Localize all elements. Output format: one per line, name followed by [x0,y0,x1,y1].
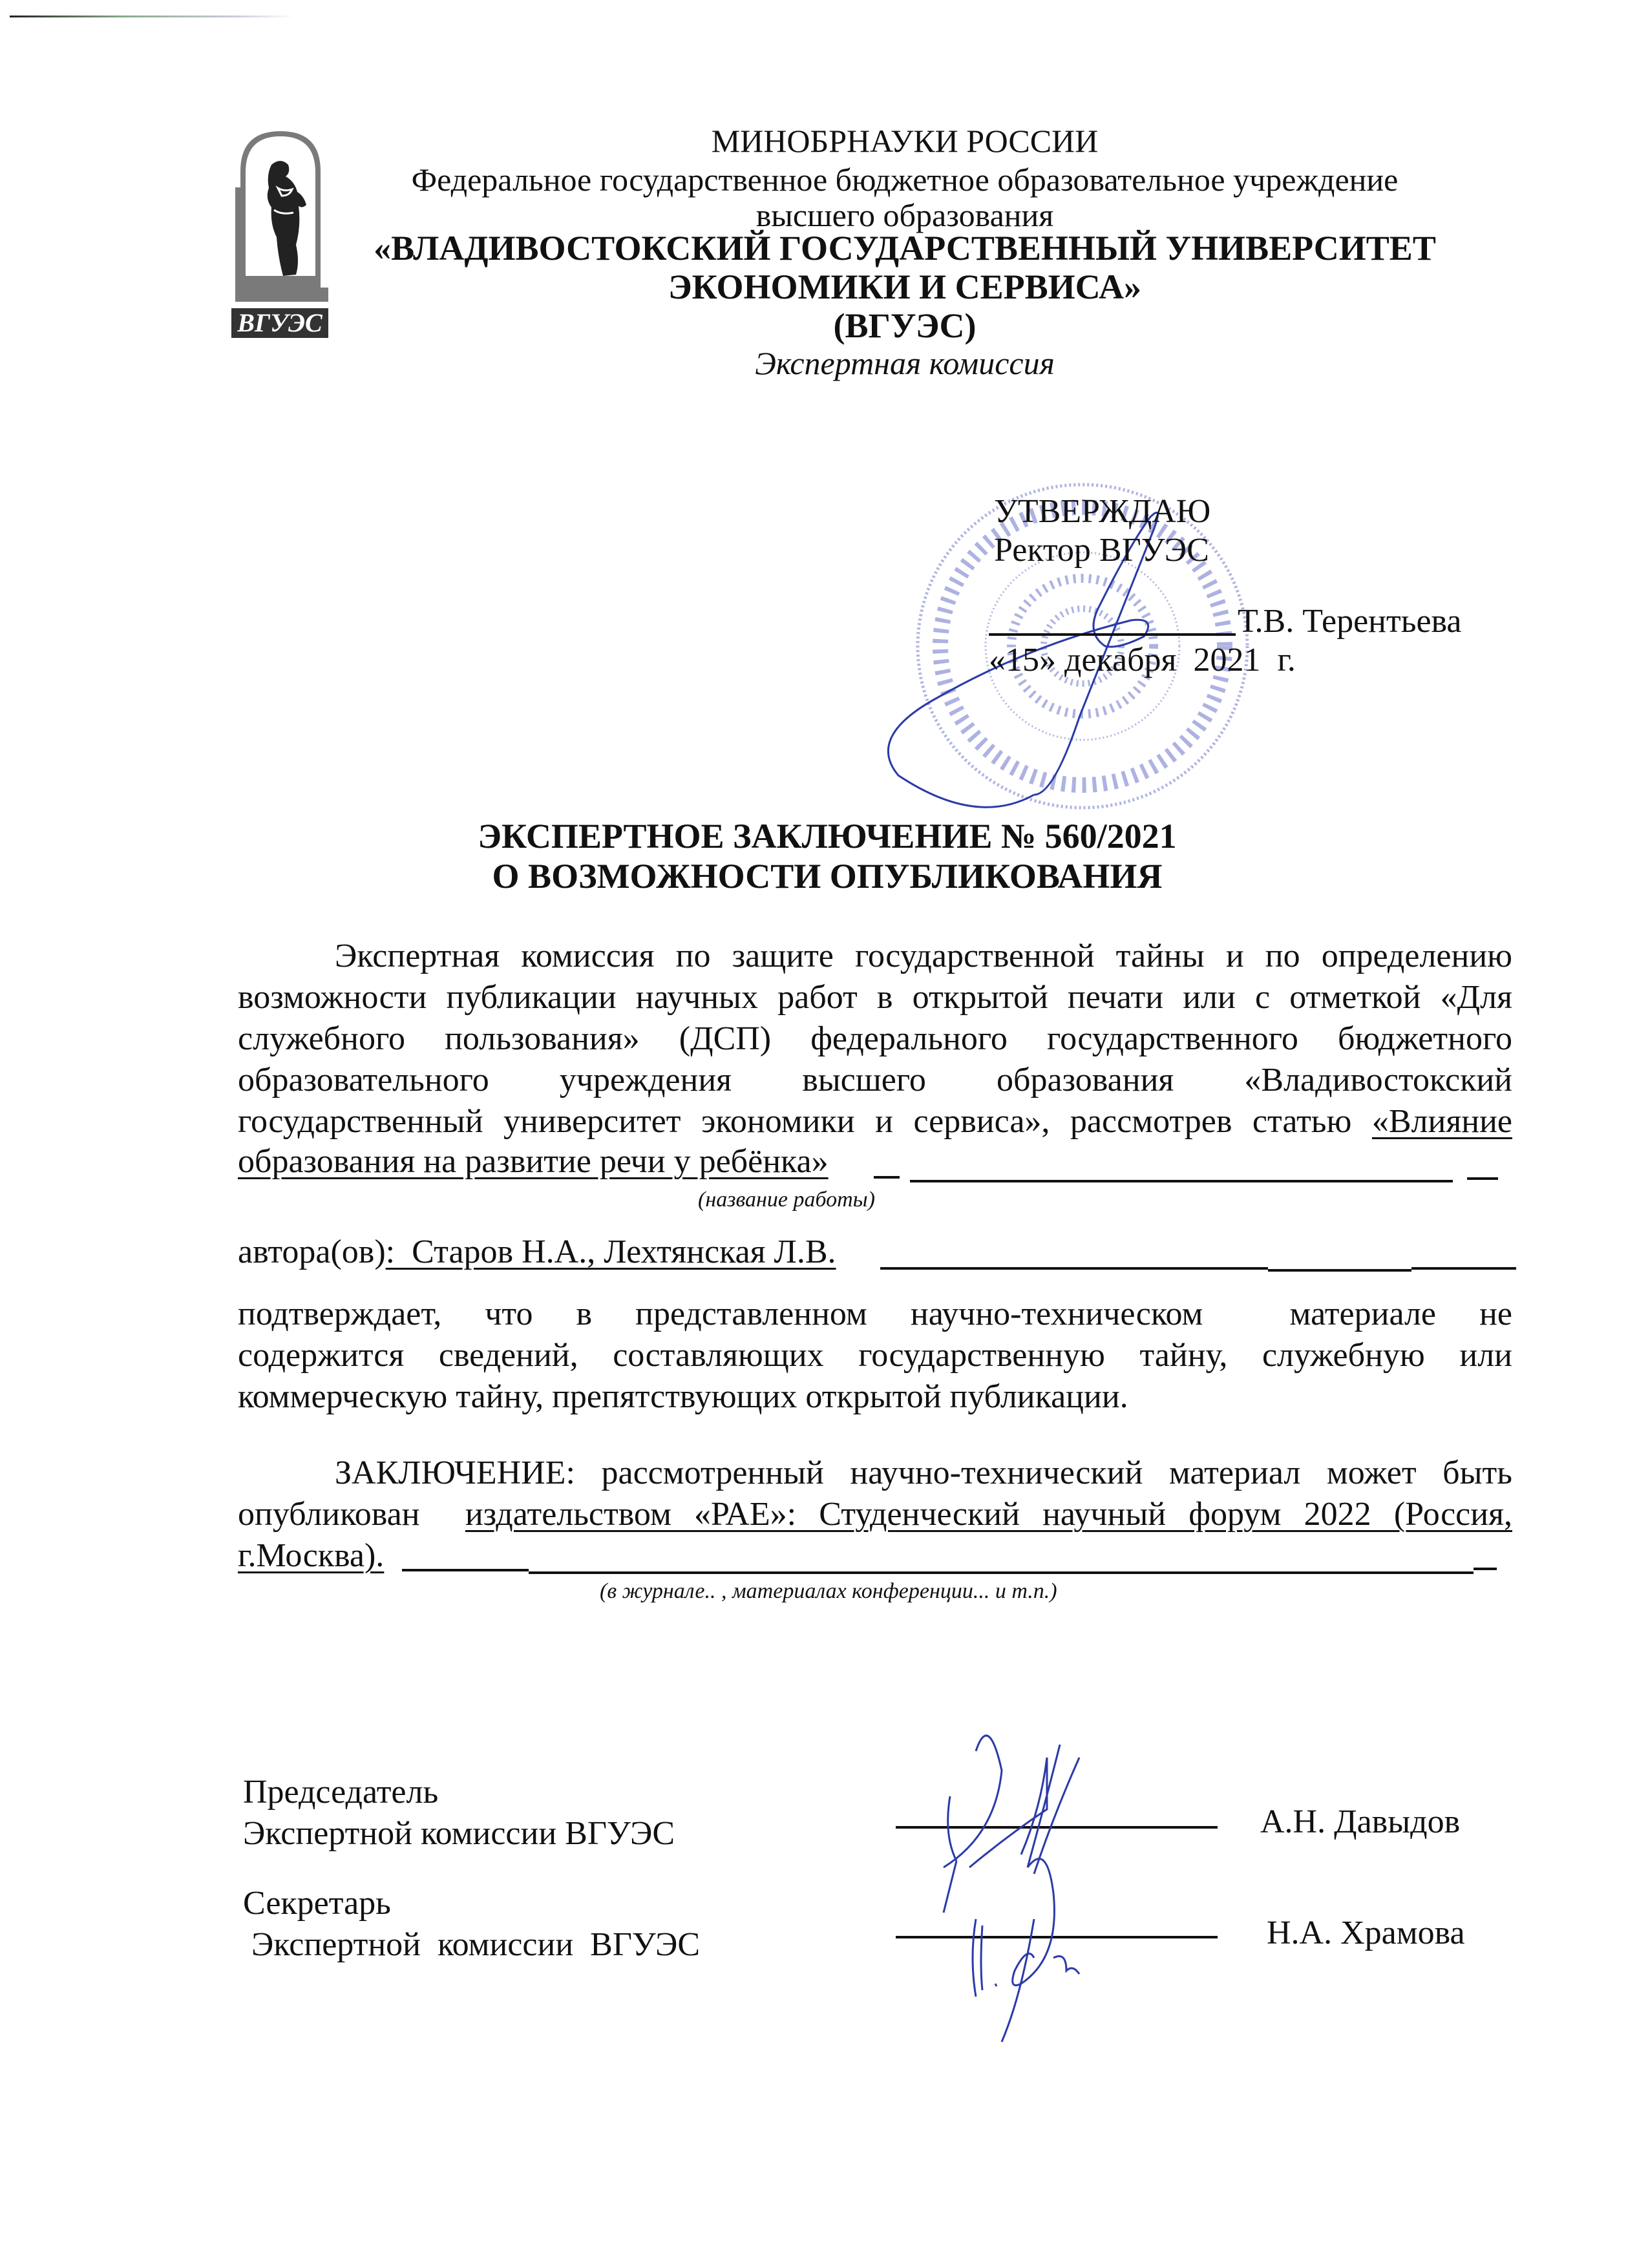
authors-line [238,1232,836,1273]
conclusion-line1: ЗАКЛЮЧЕНИЕ: рассмотренный научно-технический материал может быть [335,1454,1512,1491]
authors-blank-1 [880,1267,1268,1270]
work-title-blank-end [1467,1177,1498,1180]
paragraph2-line2: содержится сведений, составляющих государственную тайну, служебную или [238,1337,1512,1374]
publisher-caption: (в журнале.. , материалах конференции... и т.п.) [600,1579,1057,1603]
authors-label: автора(ов) [238,1234,386,1270]
paragraph1-line2: возможности публикации научных работ в открытой печати или с отметкой «Для [238,979,1512,1016]
university-name-line2: ЭКОНОМИКИ И СЕРВИСА» [668,268,1141,306]
work-title-line [238,1141,829,1182]
approval-signature-line [989,633,1236,636]
publisher-blank [529,1571,1474,1574]
approval-heading: УТВЕРЖДАЮ [994,493,1211,530]
conclusion-line2 [238,1494,1512,1535]
institution-type-line1: Федеральное государственное бюджетное образовательное учреждение [411,162,1399,198]
paragraph1-line5-prefix: государственный университет экономики и сервиса», рассмотрев статью [238,1103,1372,1140]
paragraph1-line4: образовательного учреждения высшего образования «Владивостокский [238,1062,1512,1098]
work-title-part2: образования на развитие речи у ребёнка» [238,1143,829,1180]
secretary-signature [956,1829,1150,2048]
paragraph1-line5 [238,1101,1512,1142]
secretary-role-line2: Экспертной комиссии ВГУЭС [243,1926,701,1963]
university-abbreviation: (ВГУЭС) [833,306,977,345]
publisher-blank-end [1474,1568,1497,1570]
work-title-caption: (название работы) [698,1188,875,1212]
approval-position: Ректор ВГУЭС [994,532,1209,569]
publisher-blank-short [402,1569,529,1571]
institution-type-line2: высшего образования [755,197,1054,233]
university-logo [231,126,330,339]
paragraph1-line1: Экспертная комиссия по защите государственной тайны и по определению [335,938,1512,974]
statue-arch-icon [231,126,330,339]
work-title-blank [910,1180,1453,1182]
logo-caption: ВГУЭС [231,308,328,338]
paragraph1-line3: служебного пользования» (ДСП) федерального государственного бюджетного [238,1020,1512,1057]
paragraph2-line1: подтверждает, что в представленном научно-техническом материале не [238,1296,1512,1332]
chairman-name: А.Н. Давыдов [1260,1803,1461,1840]
work-title-part1: «Влияние [1371,1103,1512,1140]
department-name: Экспертная комиссия [755,345,1055,381]
authors-blank-2 [1268,1269,1411,1272]
conclusion-line2-prefix: опубликован [238,1496,465,1533]
conclusion-line3 [238,1535,384,1577]
document-title-line2: О ВОЗМОЖНОСТИ ОПУБЛИКОВАНИЯ [492,857,1163,896]
ministry-name: МИНОБРНАУКИ РОССИИ [711,123,1099,159]
chairman-role-line2: Экспертной комиссии ВГУЭС [243,1815,675,1852]
paragraph2-line3: коммерческую тайну, препятствующих открытой публикации. [238,1378,1128,1415]
chairman-role-line1: Председатель [243,1774,439,1811]
publisher-part1: издательством «РАЕ»: Студенческий научный форум 2022 (Россия, [465,1496,1512,1533]
approval-date: «15» декабря 2021 г. [989,642,1296,678]
secretary-role-line1: Секретарь [243,1885,391,1922]
scan-edge-line [10,16,294,17]
publisher-part2: г.Москва). [238,1537,385,1574]
authors-value: : Старов Н.А., Лехтянская Л.В. [385,1234,836,1270]
university-name-line1: «ВЛАДИВОСТОКСКИЙ ГОСУДАРСТВЕННЫЙ УНИВЕРСИТЕТ [374,229,1436,268]
document-title-line1: ЭКСПЕРТНОЕ ЗАКЛЮЧЕНИЕ № 560/2021 [478,817,1177,856]
secretary-name: Н.А. Храмова [1267,1915,1465,1951]
work-title-blank-short [874,1176,900,1179]
authors-blank-3 [1411,1267,1516,1270]
approval-signer-name: Т.В. Терентьева [1238,603,1462,640]
